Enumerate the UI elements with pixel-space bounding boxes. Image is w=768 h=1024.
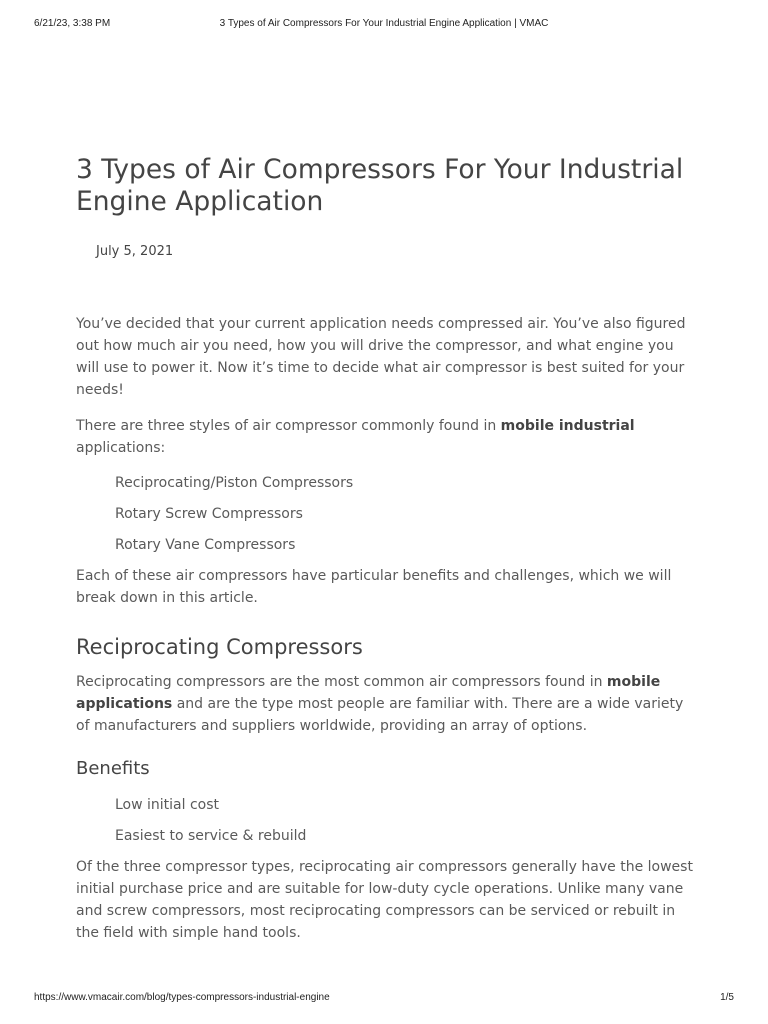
print-datetime: 6/21/23, 3:38 PM: [34, 18, 111, 29]
print-footer: [34, 992, 734, 1004]
styles-intro-text: There are three styles of air compressor commonly found in: [76, 418, 501, 434]
article-title: 3 Types of Air Compressors For Your Industrial Engine Application: [76, 154, 684, 217]
mobile-industrial-link[interactable]: mobile industrial: [500, 418, 635, 434]
section-heading-reciprocating: Reciprocating Compressors: [76, 635, 363, 659]
reciprocating-text: Reciprocating compressors are the most common air compressors found in: [76, 674, 607, 690]
list-item: Reciprocating/Piston Compressors: [115, 475, 354, 491]
compressor-types-list: [76, 472, 694, 556]
list-item: Rotary Vane Compressors: [115, 537, 296, 553]
benefits-heading: Benefits: [76, 758, 150, 779]
styles-intro-text-end: applications:: [76, 440, 166, 456]
list-item: Rotary Screw Compressors: [115, 506, 303, 522]
print-url: https://www.vmacair.com/blog/types-compressors-industrial-engine: [34, 992, 330, 1003]
print-doc-title: 3 Types of Air Compressors For Your Industrial Engine Application | VMAC: [219, 18, 549, 29]
styles-intro-paragraph: [76, 415, 694, 459]
benefits-paragraph: Of the three compressor types, reciprocating air compressors generally have the lowest initial purchase price and are suitable for low-duty cycle operations. Unlike many vane and screw compressors, most reciprocating compressors can be serviced or rebuilt in the field with simple hand tools.: [76, 859, 693, 941]
each-paragraph: Each of these air compressors have particular benefits and challenges, which we will break down in this article.: [76, 568, 672, 606]
post-date: July 5, 2021: [96, 244, 174, 259]
article: [76, 154, 694, 944]
reciprocating-text-end: and are the type most people are familiar with. There are a wide variety of manufacturers and suppliers worldwide, providing an array of options.: [76, 696, 684, 734]
reciprocating-paragraph: [76, 671, 694, 737]
intro-paragraph: You’ve decided that your current application needs compressed air. You’ve also figured out how much air you need, how you will drive the compressor, and what engine you will use to power it. Now it’s time to decide what air compressor is best suited for your needs!: [76, 316, 686, 398]
list-item: Easiest to service & rebuild: [115, 828, 307, 844]
mobile-applications-link[interactable]: mobile applications: [76, 674, 661, 712]
page-number: 1/5: [720, 992, 734, 1003]
benefits-list: [76, 794, 694, 847]
print-header: [34, 18, 734, 30]
list-item: Low initial cost: [115, 797, 220, 813]
